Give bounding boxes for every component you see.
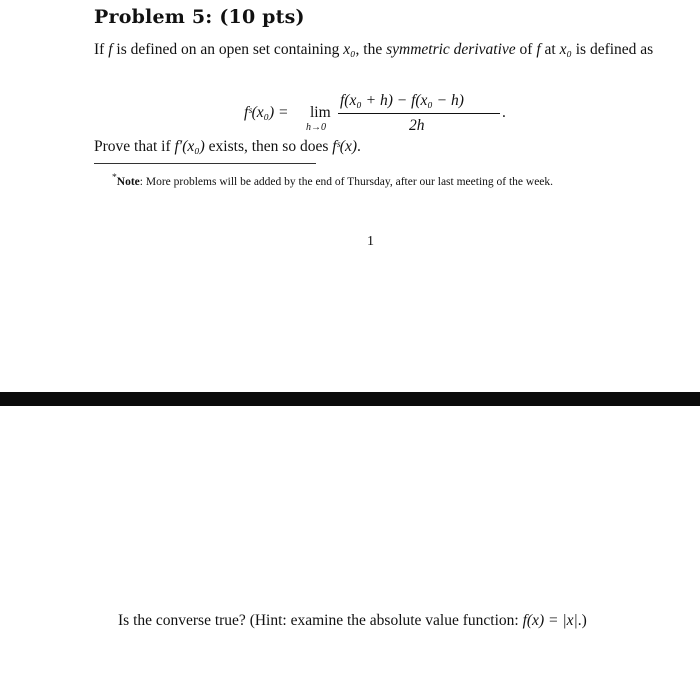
- prove-mid: exists, then so does: [204, 138, 333, 155]
- formula-denominator: 2h: [409, 117, 425, 134]
- intro-prefix: If: [94, 41, 109, 58]
- function-symbol-2: f: [536, 41, 541, 58]
- prove-fprime: f′(x₀): [174, 138, 205, 155]
- page-number: 1: [367, 234, 374, 249]
- point-x0-2: x₀: [559, 41, 572, 58]
- intro-mid3: of: [515, 41, 537, 58]
- footnote: [94, 170, 654, 190]
- prove-prefix: Prove that if: [94, 138, 175, 155]
- converse-prefix: Is the converse true? (Hint: examine the absolute value function:: [118, 612, 523, 629]
- definition-formula: [244, 92, 534, 138]
- formula-period: .: [502, 104, 506, 121]
- intro-mid4: at: [540, 41, 560, 58]
- converse-fx: f(x) = |x|: [522, 612, 578, 629]
- prove-fs: fˢ(x): [332, 138, 358, 155]
- formula-lim: lim: [310, 104, 331, 121]
- formula-numerator: f(x₀ + h) − f(x₀ − h): [340, 92, 464, 109]
- term-symmetric-derivative: symmetric derivative: [386, 41, 516, 58]
- page-divider-bar: [0, 392, 700, 406]
- footnote-marker: *: [112, 172, 117, 183]
- footnote-rule: [94, 163, 316, 164]
- problem-intro: [94, 40, 654, 60]
- point-x0: x₀: [343, 41, 356, 58]
- footnote-label: Note: [116, 175, 140, 188]
- intro-mid2: , the: [355, 41, 387, 58]
- problem-title: Problem 5: (10 pts): [94, 6, 305, 28]
- formula-lim-subscript: h→0: [306, 122, 326, 133]
- converse-question: [94, 610, 654, 631]
- function-symbol: f: [108, 41, 113, 58]
- footnote-text: : More problems will be added by the end of Thursday, after our last meeting of the week.: [139, 175, 554, 188]
- intro-suffix: is defined as: [571, 41, 654, 58]
- fraction-bar: [338, 113, 500, 114]
- prove-statement: [94, 138, 361, 156]
- converse-suffix: .): [577, 612, 587, 629]
- prove-suffix: .: [357, 138, 361, 155]
- intro-mid1: is defined on an open set containing: [112, 41, 344, 58]
- formula-lhs: fˢ(x₀) =: [244, 104, 289, 121]
